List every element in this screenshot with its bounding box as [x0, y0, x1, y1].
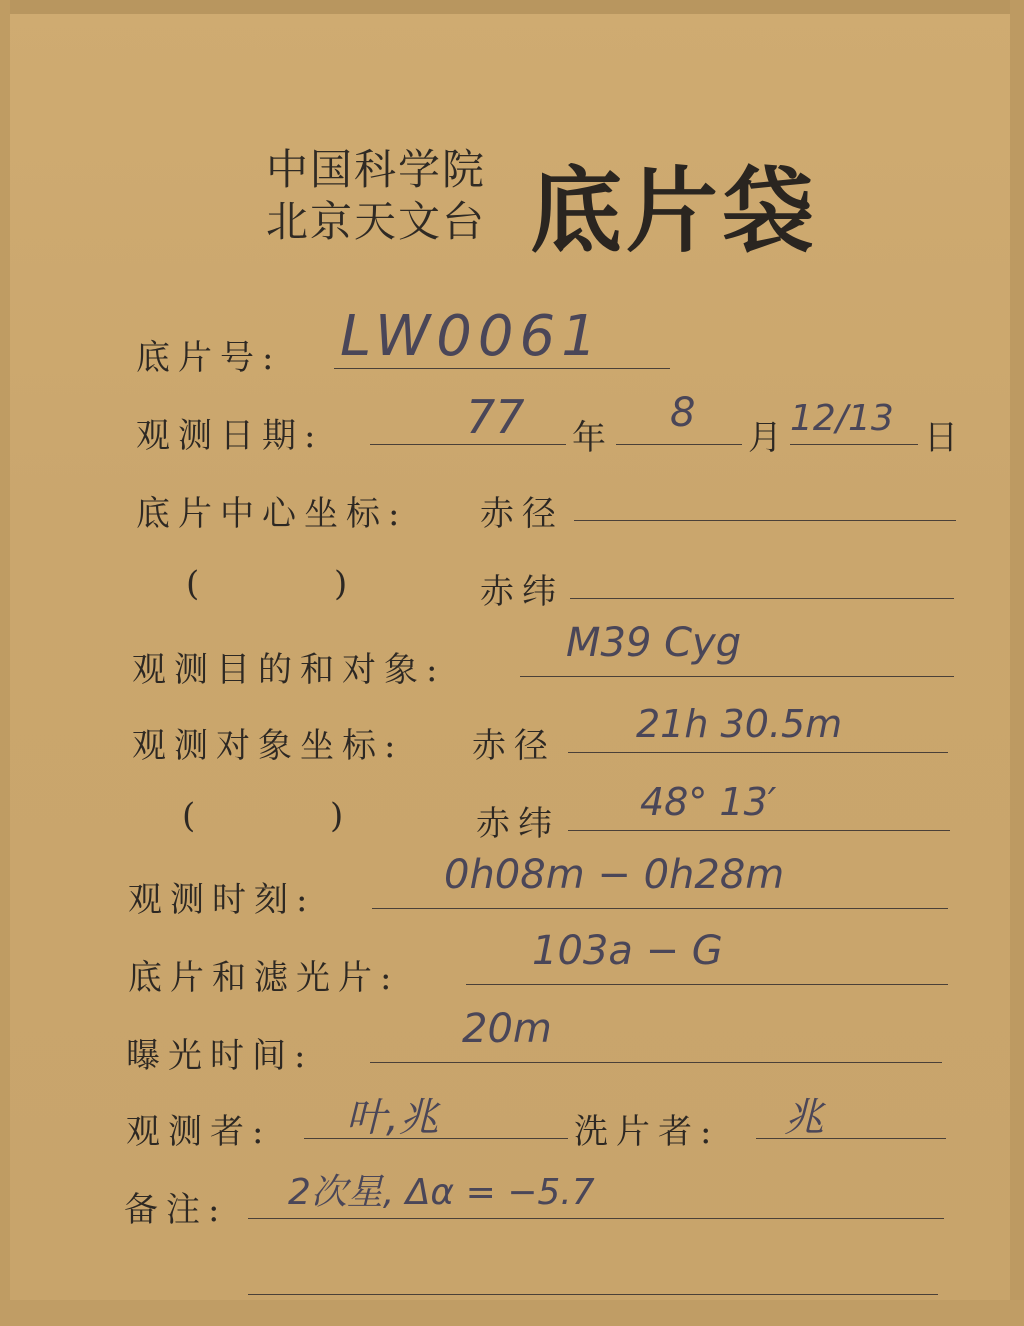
plate-filter-line [466, 984, 948, 985]
plate-center-ra-label: 赤径 [480, 494, 564, 534]
target-dec-label: 赤纬 [476, 804, 560, 844]
exposure-label: 曝光时间: [126, 1036, 314, 1076]
target-dec-line [568, 830, 950, 831]
date-day-unit: 日 [924, 418, 966, 458]
plate-filter-label: 底片和滤光片: [128, 958, 400, 998]
date-day-line [790, 444, 918, 445]
plate-center-paren-open: ( [186, 564, 208, 604]
target-dec-value: 48° 13′ [640, 780, 777, 824]
envelope-title: 底片袋 [530, 157, 819, 265]
plate-no-label: 底片号: [136, 338, 282, 378]
date-year-value: 77 [466, 390, 525, 444]
plate-no-value: LW0061 [340, 304, 603, 369]
plate-center-dec-label: 赤纬 [480, 572, 564, 612]
obs-time-value: 0h08m − 0h28m [444, 852, 785, 898]
observer-value: 叶,兆 [346, 1095, 439, 1141]
remarks-line-2 [248, 1294, 938, 1295]
scan-edge-top [0, 0, 1024, 14]
remarks-label: 备注: [124, 1190, 228, 1230]
plate-center-ra-line [574, 520, 956, 521]
plate-center-label: 底片中心坐标: [136, 494, 408, 534]
date-label: 观测日期: [136, 416, 324, 456]
exposure-line [370, 1062, 942, 1063]
date-month-unit: 月 [748, 418, 790, 458]
scan-edge-right [1010, 0, 1024, 1326]
plate-center-dec-line [570, 598, 954, 599]
scan-edge-bottom [0, 1300, 1024, 1326]
target-line [520, 676, 954, 677]
remarks-line-1 [248, 1218, 944, 1219]
target-label: 观测目的和对象: [132, 650, 446, 690]
developer-value: 兆 [784, 1095, 824, 1141]
exposure-value: 20m [462, 1006, 552, 1052]
date-year-unit: 年 [572, 418, 614, 458]
plate-filter-value: 103a − G [532, 928, 723, 974]
date-day-value: 12/13 [790, 398, 894, 439]
developer-label: 洗片者: [574, 1112, 720, 1152]
scan-edge-left [0, 0, 10, 1326]
target-value: M39 Cyg [566, 620, 742, 666]
target-paren-close: ) [330, 796, 352, 836]
target-paren-open: ( [182, 796, 204, 836]
target-coord-label: 观测对象坐标: [132, 726, 404, 766]
institution-line2: 北京天文台 [266, 197, 487, 246]
remarks-value: 2次星, Δα = −5.7 [288, 1172, 595, 1213]
date-month-line [616, 444, 742, 445]
obs-time-line [372, 908, 948, 909]
obs-time-label: 观测时刻: [128, 880, 316, 920]
date-year-line [370, 444, 566, 445]
target-ra-label: 赤径 [472, 726, 556, 766]
institution-line1: 中国科学院 [266, 145, 487, 194]
date-month-value: 8 [670, 390, 696, 436]
target-ra-line [568, 752, 948, 753]
institution-name [266, 144, 486, 248]
observer-label: 观测者: [126, 1112, 272, 1152]
target-ra-value: 21h 30.5m [636, 702, 843, 746]
plate-center-paren-close: ) [334, 564, 356, 604]
